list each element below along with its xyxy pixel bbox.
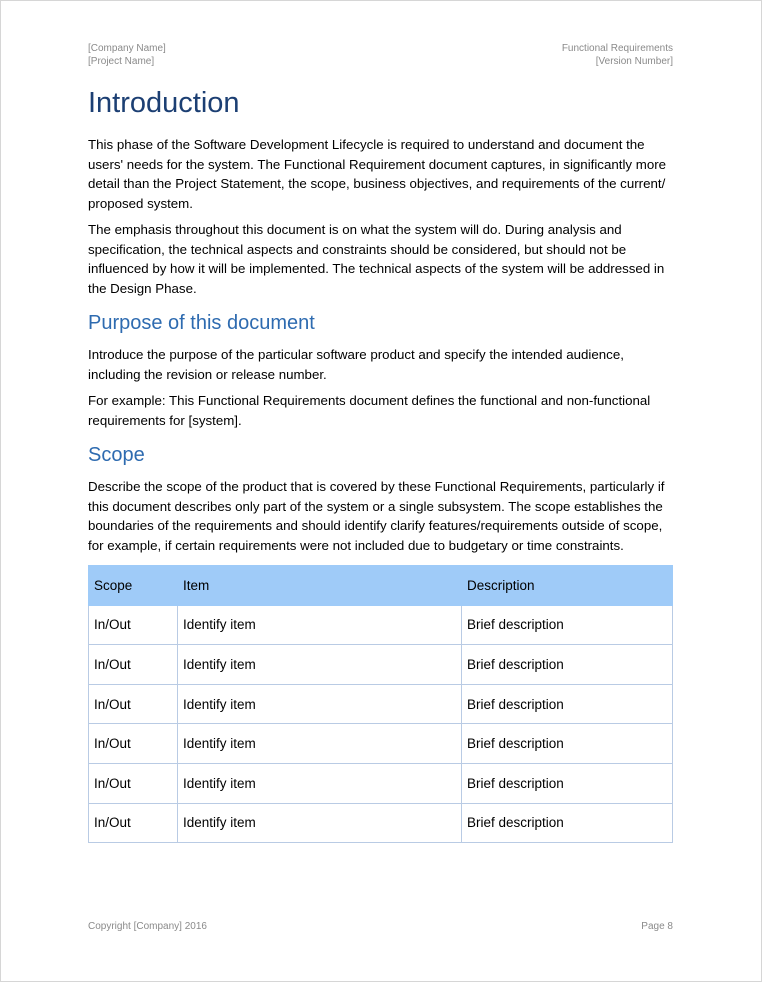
cell-item: Identify item <box>178 645 462 685</box>
cell-scope: In/Out <box>89 605 178 645</box>
purpose-heading: Purpose of this document <box>88 312 315 334</box>
cell-item: Identify item <box>178 803 462 843</box>
cell-item: Identify item <box>178 605 462 645</box>
page-number: Page 8 <box>641 921 673 932</box>
introduction-heading: Introduction <box>88 87 240 119</box>
purpose-paragraph: Introduce the purpose of the particular software product and specify the intended audience, including the revision or release number. <box>88 347 624 382</box>
cell-scope: In/Out <box>89 803 178 843</box>
cell-scope: In/Out <box>89 645 178 685</box>
cell-description: Brief description <box>462 645 673 685</box>
cell-scope: In/Out <box>89 684 178 724</box>
purpose-paragraph: For example: This Functional Requirements document defines the functional and non-functional requirements for [system]. <box>88 393 651 428</box>
page-header-right <box>562 42 673 68</box>
cell-item: Identify item <box>178 684 462 724</box>
copyright-notice: Copyright [Company] 2016 <box>88 921 207 932</box>
introduction-paragraph: The emphasis throughout this document is on what the system will do. During analysis and specification, the technical aspects and constraints should be considered, but should not be influenced by how it will be implemented. The technical aspects of the system will be addressed in the Design Phase. <box>88 222 665 296</box>
cell-item: Identify item <box>178 724 462 764</box>
table-row <box>89 763 673 803</box>
project-name: [Project Name] <box>88 56 155 67</box>
cell-item: Identify item <box>178 763 462 803</box>
cell-description: Brief description <box>462 605 673 645</box>
page-header-left <box>88 42 166 68</box>
column-header-description: Description <box>462 566 673 606</box>
cell-description: Brief description <box>462 684 673 724</box>
table-row <box>89 724 673 764</box>
version-number: [Version Number] <box>595 56 673 67</box>
document-title: Functional Requirements <box>561 43 673 54</box>
table-row <box>89 684 673 724</box>
table-row <box>89 803 673 843</box>
company-name: [Company Name] <box>88 43 166 54</box>
cell-description: Brief description <box>462 803 673 843</box>
table-header-row <box>89 566 673 606</box>
cell-scope: In/Out <box>89 763 178 803</box>
column-header-scope: Scope <box>89 566 178 606</box>
table-row <box>89 645 673 685</box>
introduction-paragraph: This phase of the Software Development Lifecycle is required to understand and document the users' needs for the system. The Functional Requirement document captures, in significantly more detail than the Project Statement, the scope, business objectives, and requirements of the current/ proposed system. <box>88 137 667 211</box>
scope-table <box>88 565 673 843</box>
column-header-item: Item <box>178 566 462 606</box>
table-row <box>89 605 673 645</box>
document-body <box>88 85 674 843</box>
scope-heading: Scope <box>88 444 145 466</box>
cell-description: Brief description <box>462 724 673 764</box>
cell-description: Brief description <box>462 763 673 803</box>
scope-paragraph: Describe the scope of the product that is covered by these Functional Requirements, particularly if this document describes only part of the system or a single subsystem. The scope establishes the boundaries of the requirements and should identify clarify features/requirements outside of scope, for example, if certain requirements were not included due to budgetary or time constraints. <box>88 479 665 553</box>
cell-scope: In/Out <box>89 724 178 764</box>
